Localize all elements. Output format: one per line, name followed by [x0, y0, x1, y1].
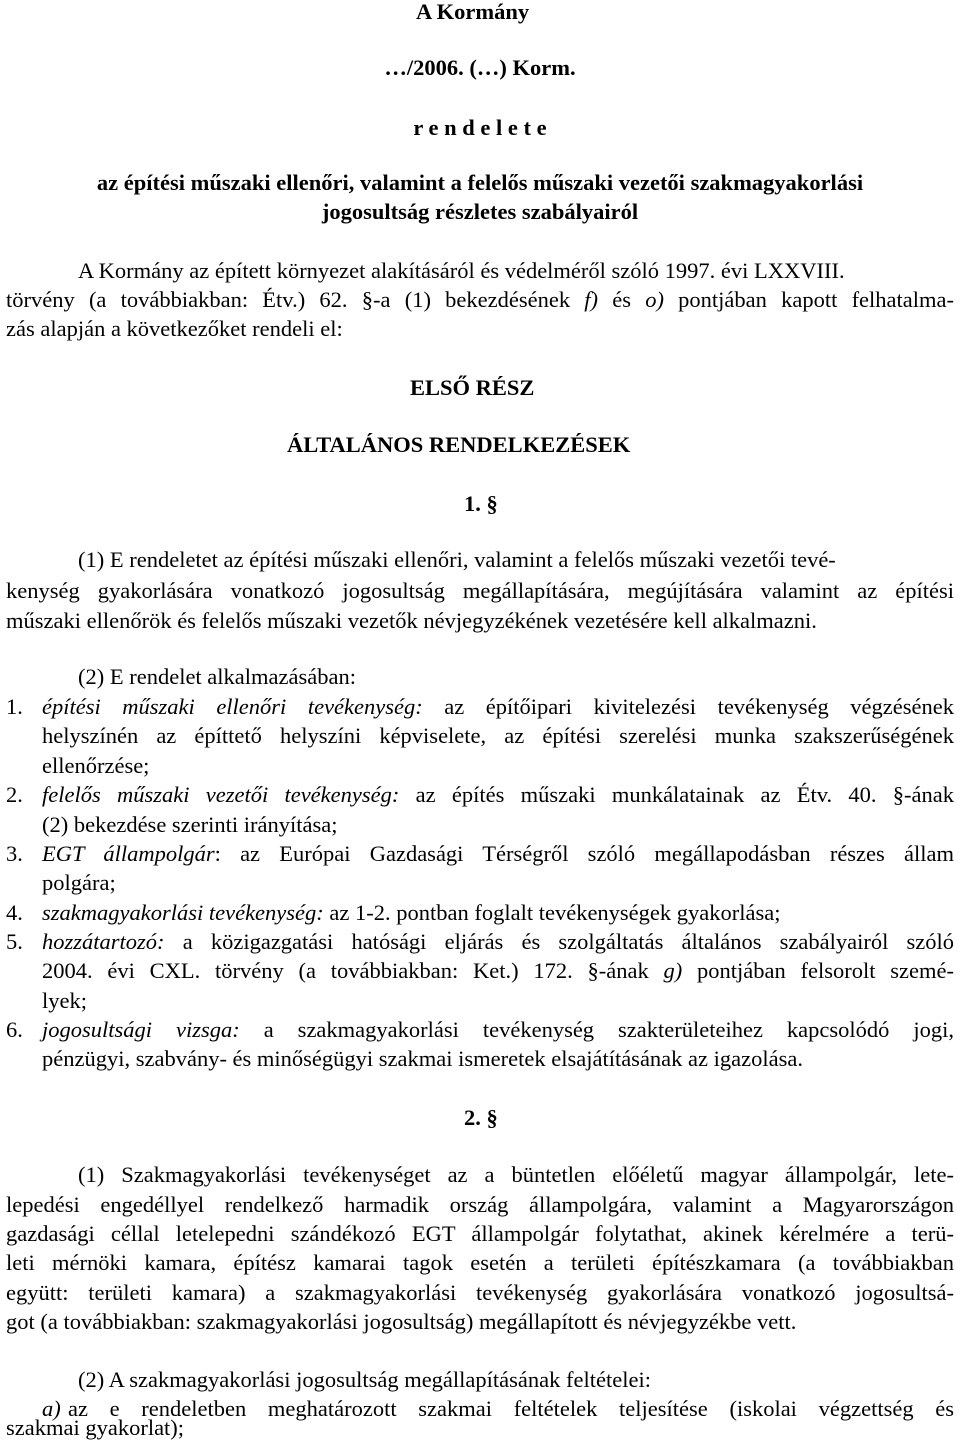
- decree-title-line-1: az építési műszaki ellenőri, valamint a felelős műszaki vezetői szakmagyakorlási: [96, 170, 864, 195]
- preamble-line-1: A Kormány az épített környezet alakításáról és védelméről szóló 1997. évi LXXVIII.: [78, 258, 845, 283]
- def-1-line-3: ellenőrzése;: [42, 753, 150, 778]
- s2-a-line-1: az e rendeletben meghatározott szakmai feltételek teljesítése (iskolai végzettség és: [68, 1396, 954, 1421]
- def-3-line-2: polgára;: [42, 870, 116, 895]
- def-2-number: 2.: [6, 782, 23, 807]
- s2-p2: (2) A szakmagyakorlási jogosultság megállapításának feltételei:: [78, 1367, 651, 1392]
- def-6-number: 6.: [6, 1017, 23, 1042]
- preamble-line-3: zás alapján a következőket rendeli el:: [6, 316, 343, 341]
- section-2-heading: 2. §: [464, 1105, 498, 1130]
- def-1-number: 1.: [6, 694, 23, 719]
- s2-p1-line-2: lepedési engedéllyel rendelkező harmadik ország állampolgára, valamint a Magyarországon: [6, 1192, 954, 1217]
- part-title: ELSŐ RÉSZ: [410, 375, 535, 400]
- def-1-line-2: helyszínén az építtető helyszíni képviselete, az építési szerelési munka szakszerűségének: [42, 723, 954, 748]
- s2-p1-line-1: (1) Szakmagyakorlási tevékenységet az a büntetlen előéletű magyar állampolgár, lete-: [78, 1162, 954, 1187]
- s2-a-marker: a): [42, 1396, 61, 1421]
- issuer: A Kormány: [416, 0, 530, 24]
- s2-p1-line-6: got (a továbbiakban: szakmagyakorlási jogosultság) megállapított és névjegyzékbe vett.: [6, 1309, 797, 1334]
- def-6-line-2: pénzügyi, szabvány- és minőségügyi szakmai ismeretek elsajátításának az igazolása.: [42, 1046, 803, 1071]
- def-6-line-1: jogosultsági vizsga: a szakmagyakorlási tevékenység szakterületeihez kapcsolódó jogi,: [42, 1017, 955, 1042]
- def-5-line-2: 2004. évi CXL. törvény (a továbbiakban: Ket.) 172. §-ának g) pontjában felsorolt szemé-: [42, 958, 955, 983]
- s2-p1-line-5: együtt: területi kamara) a szakmagyakorlási tevékenység gyakorlására vonatkozó jogosultsá-: [6, 1280, 954, 1305]
- part-subtitle: ÁLTALÁNOS RENDELKEZÉSEK: [287, 432, 631, 457]
- def-4-line-1: szakmagyakorlási tevékenység: az 1-2. pontban foglalt tevékenységek gyakorlása;: [42, 900, 781, 925]
- def-5-line-3: lyek;: [42, 988, 87, 1013]
- s2-a-line-2: szakmai gyakorlat);: [6, 1415, 185, 1440]
- s2-p1-line-4: leti mérnöki kamara, építész kamarai tagok esetén a területi építészkamara (a továbbiakban: [6, 1250, 954, 1275]
- def-5-line-1: hozzátartozó: a közigazgatási hatósági eljárás és szolgáltatás általános szabályairól szóló: [42, 929, 954, 954]
- decree-title-line-2: jogosultság részletes szabályairól: [321, 199, 639, 224]
- def-2-line-1: felelős műszaki vezetői tevékenység: az építés műszaki munkálatainak az Étv. 40. §-ának: [42, 782, 954, 807]
- s2-p1-line-3: gazdasági céllal letelepedni szándékozó EGT állampolgár folytathat, akinek kérelmére a terü-: [6, 1221, 954, 1246]
- def-1-line-1: építési műszaki ellenőri tevékenység: az építőipari kivitelezési tevékenység végzésének: [42, 694, 954, 719]
- preamble-line-2: törvény (a továbbiakban: Étv.) 62. §-a (1) bekezdésének f) és o) pontjában kapott felhatalma-: [6, 287, 955, 312]
- def-5-number: 5.: [6, 929, 23, 954]
- def-4-number: 4.: [6, 900, 23, 925]
- section-1-heading: 1. §: [464, 491, 498, 516]
- s1-p1-line-1: (1) E rendeletet az építési műszaki ellenőri, valamint a felelős műszaki vezetői tevé-: [78, 547, 836, 572]
- decree-type: r e n d e l e t e: [413, 115, 547, 140]
- def-3-line-1: EGT állampolgár: az Európai Gazdasági Térségről szóló megállapodásban részes állam: [42, 841, 954, 866]
- s1-p1-line-3: műszaki ellenőrök és felelős műszaki vezetők névjegyzékének vezetésére kell alkalmazni.: [6, 608, 817, 633]
- def-3-number: 3.: [6, 841, 23, 866]
- s1-p1-line-2: kenység gyakorlására vonatkozó jogosultság megállapítására, megújítására valamint az építési: [6, 578, 954, 603]
- s1-p2: (2) E rendelet alkalmazásában:: [78, 664, 356, 689]
- decree-number: …/2006. (…) Korm.: [384, 55, 576, 80]
- def-2-line-2: (2) bekezdése szerinti irányítása;: [42, 812, 338, 837]
